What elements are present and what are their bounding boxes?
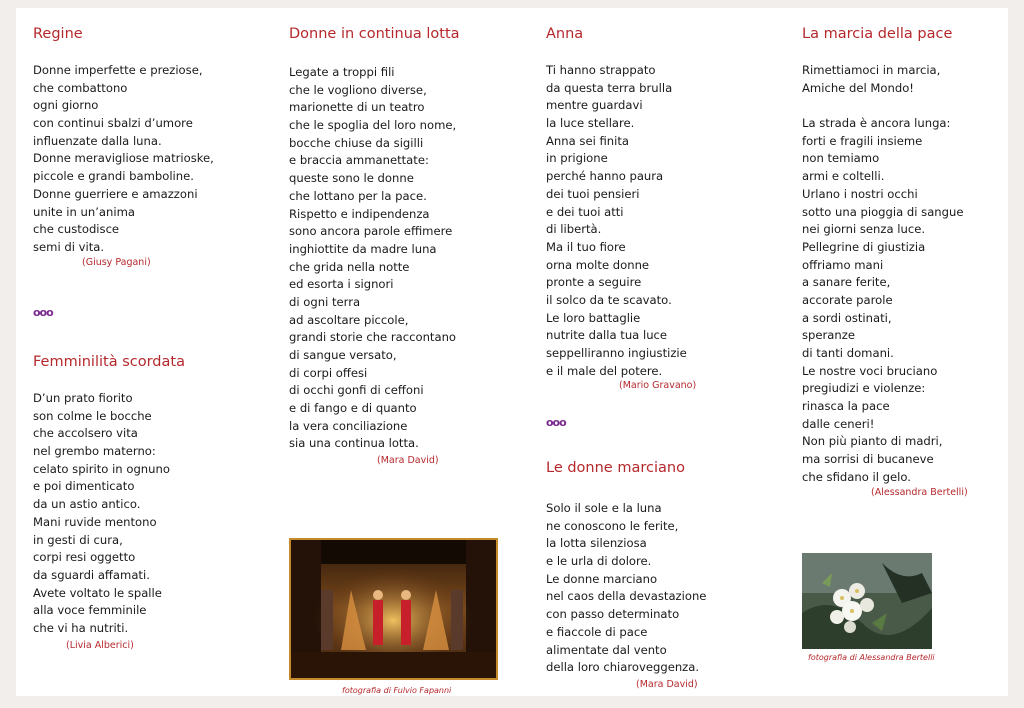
- poem-line: Ti hanno strappato: [546, 63, 656, 77]
- poem-line: Le loro battaglie: [546, 310, 641, 325]
- poem-line: che sfidano il gelo.: [802, 469, 911, 484]
- photo-caption: fotografia di Fulvio Fapanni: [342, 686, 452, 695]
- section-separator: ooo: [33, 306, 53, 319]
- poem-author: (Giusy Pagani): [82, 257, 151, 268]
- poem-line: Donne imperfette e preziose,: [33, 63, 203, 77]
- poem-line: pronte a seguire: [546, 275, 642, 290]
- poem-body-donne-in-continua-lotta: [289, 64, 456, 453]
- poem-line: accorate parole: [802, 292, 893, 307]
- section-separator: ooo: [546, 416, 566, 429]
- poem-line: nel caos della devastazione: [546, 589, 707, 604]
- poem-line: a sordi ostinati,: [802, 310, 892, 325]
- poem-line: da sguardi affamati.: [33, 567, 150, 582]
- poem-line: dalle ceneri!: [802, 416, 875, 431]
- poem-title-femminilita: Femminilità scordata: [33, 354, 185, 370]
- poem-line: della loro chiaroveggenza.: [546, 660, 700, 675]
- poem-line: offriamo mani: [802, 257, 884, 272]
- theatre-photo-image: [291, 540, 496, 678]
- poem-line: di sangue versato,: [289, 348, 397, 362]
- poem-title-le-donne-marciano: Le donne marciano: [546, 460, 685, 476]
- poem-line: di occhi gonfi di ceffoni: [289, 383, 424, 398]
- poem-title-regine: Regine: [33, 26, 83, 42]
- photo-caption: fotografia di Alessandra Bertelli: [808, 653, 935, 662]
- poem-line: Donne meravigliose matrioske,: [33, 151, 214, 166]
- poem-line: [802, 97, 964, 115]
- poem-line: ma sorrisi di bucaneve: [802, 452, 934, 467]
- poem-title-donne-in-continua-lotta: Donne in continua lotta: [289, 26, 460, 42]
- poem-line: di libertà.: [546, 222, 602, 237]
- poem-line: Le donne marciano: [546, 571, 658, 586]
- poem-line: di corpi offesi: [289, 365, 368, 380]
- poem-line: Rispetto e indipendenza: [289, 206, 430, 221]
- poem-title-la-marcia-della-pace: La marcia della pace: [802, 26, 953, 42]
- poem-body-le-donne-marciano: [546, 500, 706, 677]
- poem-line: a sanare ferite,: [802, 275, 891, 290]
- poem-line: nel grembo materno:: [33, 444, 156, 459]
- poem-line: perché hanno paura: [546, 169, 664, 184]
- poem-line: mentre guardavi: [546, 98, 643, 113]
- poem-line: e il male del potere.: [546, 363, 663, 378]
- poem-line: Le nostre voci bruciano: [802, 363, 938, 378]
- poem-body-la-marcia-della-pace: [802, 62, 964, 487]
- brochure-page: [16, 8, 1008, 696]
- poem-line: la luce stellare.: [546, 116, 635, 131]
- poem-line: Rimettiamoci in marcia,: [802, 63, 941, 77]
- poem-line: nei giorni senza luce.: [802, 222, 926, 237]
- poem-line: che accolsero vita: [33, 426, 138, 441]
- poem-line: che vi ha nutriti.: [33, 620, 129, 635]
- poem-line: e braccia ammanettate:: [289, 153, 429, 168]
- poem-line: Amiche del Mondo!: [802, 80, 914, 95]
- poem-line: di tanti domani.: [802, 346, 894, 360]
- poem-line: seppelliranno ingiustizie: [546, 346, 687, 360]
- poem-line: alla voce femminile: [33, 603, 147, 618]
- poem-line: e di fango e di quanto: [289, 401, 417, 416]
- poem-author: (Mara David): [636, 679, 698, 690]
- poem-line: ogni giorno: [33, 98, 99, 113]
- poem-line: queste sono le donne: [289, 171, 414, 186]
- poem-line: Donne guerriere e amazzoni: [33, 186, 198, 201]
- poem-line: celato spirito in ognuno: [33, 461, 170, 476]
- poem-line: alimentate dal vento: [546, 642, 667, 657]
- poem-line: orna molte donne: [546, 257, 650, 272]
- poem-line: di ogni terra: [289, 294, 361, 309]
- poem-line: Ma il tuo fiore: [546, 239, 626, 254]
- poem-line: non temiamo: [802, 151, 880, 166]
- poem-line: ne conoscono le ferite,: [546, 518, 679, 533]
- poem-line: forti e fragili insieme: [802, 133, 923, 148]
- poem-author: (Mara David): [377, 455, 439, 466]
- poem-line: speranze: [802, 328, 855, 343]
- poem-line: con continui sbalzi d’umore: [33, 116, 193, 131]
- poem-line: che custodisce: [33, 222, 120, 237]
- poem-line: ed esorta i signori: [289, 277, 394, 292]
- poem-line: rinasca la pace: [802, 399, 890, 414]
- poem-line: da un astio antico.: [33, 497, 141, 512]
- poem-body-anna: [546, 62, 687, 380]
- poem-line: influenzate dalla luna.: [33, 133, 162, 148]
- poem-line: bocche chiuse da sigilli: [289, 135, 424, 150]
- poem-line: dei tuoi pensieri: [546, 186, 640, 201]
- poem-line: semi di vita.: [33, 239, 105, 254]
- poem-line: sotto una pioggia di sangue: [802, 204, 964, 219]
- poem-line: pregiudizi e violenze:: [802, 381, 926, 396]
- poem-line: da questa terra brulla: [546, 80, 673, 95]
- poem-line: marionette di un teatro: [289, 100, 425, 115]
- poem-line: corpi resi oggetto: [33, 550, 136, 565]
- poem-line: che lottano per la pace.: [289, 188, 427, 203]
- poem-line: la lotta silenziosa: [546, 536, 647, 551]
- poem-line: nutrite dalla tua luce: [546, 328, 668, 343]
- poem-line: inghiottite da madre luna: [289, 241, 437, 256]
- poem-line: Pellegrine di giustizia: [802, 239, 926, 254]
- theatre-photo: [289, 538, 498, 680]
- poem-line: in gesti di cura,: [33, 532, 123, 547]
- poem-line: son colme le bocche: [33, 408, 152, 423]
- poem-line: sono ancora parole effimere: [289, 224, 453, 239]
- poem-author: (Alessandra Bertelli): [871, 487, 968, 498]
- poem-line: piccole e grandi bamboline.: [33, 169, 194, 184]
- poem-line: D’un prato fiorito: [33, 391, 133, 405]
- poem-line: Anna sei finita: [546, 133, 630, 148]
- flowers-photo-image: [802, 553, 932, 649]
- poem-line: sia una continua lotta.: [289, 436, 419, 451]
- poem-author: (Mario Gravano): [619, 380, 697, 391]
- poem-line: e poi dimenticato: [33, 479, 135, 494]
- poem-line: grandi storie che raccontano: [289, 330, 457, 345]
- poem-line: Non più pianto di madri,: [802, 434, 943, 449]
- flowers-photo: [802, 553, 932, 649]
- poem-line: la vera conciliazione: [289, 418, 408, 433]
- poem-line: e le urla di dolore.: [546, 554, 652, 569]
- poem-line: Avete voltato le spalle: [33, 585, 162, 600]
- poem-line: Solo il sole e la luna: [546, 501, 662, 515]
- poem-line: ad ascoltare piccole,: [289, 312, 409, 327]
- poem-line: con passo determinato: [546, 607, 680, 622]
- poem-title-anna: Anna: [546, 26, 584, 42]
- poem-line: e dei tuoi atti: [546, 204, 624, 219]
- poem-line: unite in un’anima: [33, 204, 135, 219]
- poem-body-regine: [33, 62, 214, 257]
- poem-author: (Livia Alberici): [66, 640, 134, 651]
- poem-line: che combattono: [33, 80, 128, 95]
- poem-line: che le spoglia del loro nome,: [289, 118, 457, 133]
- poem-line: armi e coltelli.: [802, 169, 885, 184]
- poem-line: Urlano i nostri occhi: [802, 186, 918, 201]
- poem-line: e fiaccole di pace: [546, 624, 648, 639]
- poem-line: che le vogliono diverse,: [289, 82, 427, 97]
- poem-line: Mani ruvide mentono: [33, 514, 157, 529]
- poem-line: il solco da te scavato.: [546, 292, 672, 307]
- poem-line: Legate a troppi fili: [289, 65, 395, 79]
- poem-line: La strada è ancora lunga:: [802, 116, 951, 131]
- poem-line: che grida nella notte: [289, 259, 410, 274]
- poem-body-femminilita: [33, 390, 170, 638]
- poem-line: in prigione: [546, 151, 608, 166]
